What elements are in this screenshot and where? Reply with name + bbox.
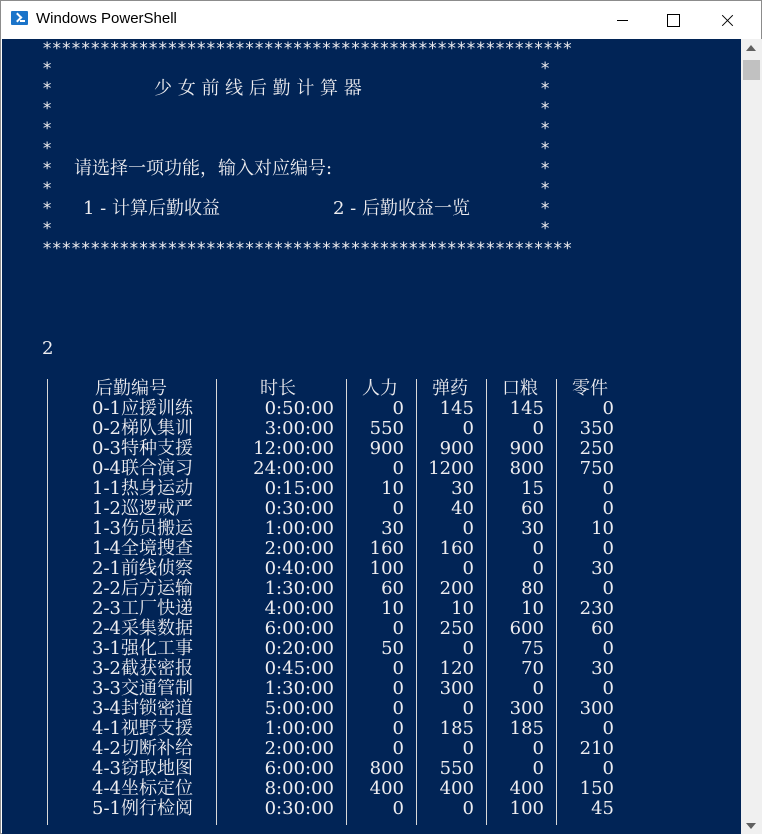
table-cell: 400 (439, 778, 474, 799)
banner-option-2: 2 - 后勤收益一览 (333, 198, 470, 219)
banner-side: * (42, 59, 53, 79)
table-cell: 0 (462, 698, 474, 719)
table-cell: 10 (381, 598, 404, 619)
table-cell: 350 (579, 418, 614, 439)
banner-side: * (540, 159, 551, 179)
table-cell: 750 (579, 458, 614, 479)
table-cell: 0 (462, 418, 474, 439)
table-cell: 0:40:00 (264, 558, 334, 579)
banner-side: * (540, 219, 551, 239)
table-cell: 15 (521, 478, 544, 499)
table-row-name: 3-4封锁密道 (92, 698, 193, 719)
table-row-name: 1-4全境搜查 (92, 538, 193, 559)
table-cell: 0:20:00 (264, 638, 334, 659)
table-cell: 12:00:00 (253, 438, 334, 459)
table-cell: 900 (439, 438, 474, 459)
table-cell: 400 (369, 778, 404, 799)
table-cell: 145 (509, 398, 544, 419)
table-cell: 100 (369, 558, 404, 579)
table-cell: 10 (591, 518, 614, 539)
table-cell: 120 (439, 658, 474, 679)
table-row-name: 0-1应援训练 (92, 398, 193, 419)
banner-side: * (540, 179, 551, 199)
vertical-scrollbar[interactable] (741, 39, 762, 834)
table-row-name: 1-2巡逻戒严 (92, 498, 193, 519)
scroll-up-icon[interactable] (746, 45, 756, 51)
scrollbar-thumb[interactable] (743, 60, 760, 80)
table-cell: 0 (392, 458, 404, 479)
table-cell: 70 (521, 658, 544, 679)
table-cell: 8:00:00 (264, 778, 334, 799)
table-cell: 300 (579, 698, 614, 719)
table-column-separator (216, 379, 217, 825)
table-cell: 50 (381, 638, 404, 659)
table-cell: 230 (579, 598, 614, 619)
table-header-cell: 人力 (362, 378, 398, 399)
table-cell: 0 (462, 558, 474, 579)
close-button[interactable] (705, 1, 751, 39)
table-cell: 2:00:00 (264, 538, 334, 559)
banner-side: * (42, 79, 53, 99)
table-cell: 60 (381, 578, 404, 599)
table-cell: 30 (591, 558, 614, 579)
table-cell: 0 (462, 738, 474, 759)
table-cell: 0 (532, 538, 544, 559)
table-cell: 40 (451, 498, 474, 519)
table-cell: 30 (451, 478, 474, 499)
scroll-down-icon[interactable] (746, 823, 756, 829)
banner-side: * (42, 99, 53, 119)
table-cell: 60 (591, 618, 614, 639)
table-row-name: 1-1热身运动 (92, 478, 193, 499)
table-cell: 185 (509, 718, 544, 739)
table-cell: 200 (439, 578, 474, 599)
table-row-name: 4-2切断补给 (92, 738, 193, 759)
table-cell: 0:30:00 (264, 498, 334, 519)
table-cell: 900 (369, 438, 404, 459)
table-header-cell: 口粮 (502, 378, 538, 399)
banner-side: * (42, 119, 53, 139)
table-cell: 0 (602, 398, 614, 419)
table-cell: 30 (591, 658, 614, 679)
table-cell: 600 (509, 618, 544, 639)
table-cell: 0 (602, 478, 614, 499)
table-cell: 210 (579, 738, 614, 759)
table-cell: 0 (532, 558, 544, 579)
table-cell: 0:45:00 (264, 658, 334, 679)
table-cell: 185 (439, 718, 474, 739)
table-cell: 250 (579, 438, 614, 459)
table-row-name: 2-1前线侦察 (92, 558, 193, 579)
table-row-name: 0-3特种支援 (92, 438, 193, 459)
table-row-name: 3-2截获密报 (92, 658, 193, 679)
table-header-cell: 零件 (572, 378, 608, 399)
table-cell: 0 (532, 758, 544, 779)
table-cell: 1:30:00 (264, 578, 334, 599)
table-cell: 4:00:00 (264, 598, 334, 619)
table-cell: 0 (602, 718, 614, 739)
banner-border-top: ******************************************************* (42, 39, 572, 59)
table-row-name: 2-4采集数据 (92, 618, 193, 639)
banner-border-bottom: ******************************************************* (42, 239, 572, 259)
banner-side: * (42, 159, 53, 179)
table-cell: 400 (509, 778, 544, 799)
table-header-cell: 弹药 (432, 378, 468, 399)
table-cell: 145 (439, 398, 474, 419)
table-cell: 0 (602, 498, 614, 519)
table-cell: 550 (369, 418, 404, 439)
table-row-name: 4-4坐标定位 (92, 778, 193, 799)
table-cell: 1200 (428, 458, 474, 479)
window-title: Windows PowerShell (36, 10, 177, 27)
table-row-name: 4-1视野支援 (92, 718, 193, 739)
table-cell: 0:15:00 (264, 478, 334, 499)
table-header-cell: 时长 (260, 378, 296, 399)
table-row-name: 1-3伤员搬运 (92, 518, 193, 539)
table-cell: 800 (369, 758, 404, 779)
table-cell: 0 (392, 718, 404, 739)
banner-side: * (540, 199, 551, 219)
console-output[interactable] (2, 39, 741, 834)
table-cell: 0 (602, 638, 614, 659)
table-cell: 2:00:00 (264, 738, 334, 759)
table-cell: 0 (532, 738, 544, 759)
table-cell: 1:00:00 (264, 518, 334, 539)
table-column-separator (486, 379, 487, 825)
table-cell: 45 (591, 798, 614, 819)
table-cell: 0 (392, 798, 404, 819)
table-cell: 0:50:00 (264, 398, 334, 419)
user-input: 2 (42, 338, 54, 359)
table-column-separator (47, 379, 48, 825)
table-cell: 0 (602, 578, 614, 599)
table-cell: 6:00:00 (264, 618, 334, 639)
table-cell: 0 (462, 518, 474, 539)
table-cell: 0 (392, 698, 404, 719)
table-row-name: 3-3交通管制 (92, 678, 193, 699)
table-row-name: 0-2梯队集训 (92, 418, 193, 439)
table-cell: 0 (462, 638, 474, 659)
banner-option-1: 1 - 计算后勤收益 (83, 198, 220, 219)
banner-side: * (540, 119, 551, 139)
banner-side: * (42, 179, 53, 199)
table-row-name: 3-1强化工事 (92, 638, 193, 659)
table-cell: 0 (392, 498, 404, 519)
table-cell: 0 (392, 658, 404, 679)
table-cell: 0 (462, 798, 474, 819)
maximize-button[interactable] (649, 1, 695, 39)
table-cell: 0 (602, 538, 614, 559)
table-cell: 300 (509, 698, 544, 719)
table-row-name: 4-3窃取地图 (92, 758, 193, 779)
banner-side: * (540, 59, 551, 79)
table-cell: 75 (521, 638, 544, 659)
banner-side: * (42, 139, 53, 159)
table-cell: 1:30:00 (264, 678, 334, 699)
table-cell: 10 (451, 598, 474, 619)
banner-side: * (540, 79, 551, 99)
table-cell: 10 (381, 478, 404, 499)
table-cell: 160 (369, 538, 404, 559)
banner-side: * (540, 139, 551, 159)
table-cell: 0 (392, 678, 404, 699)
table-column-separator (416, 379, 417, 825)
table-cell: 24:00:00 (253, 458, 334, 479)
table-cell: 6:00:00 (264, 758, 334, 779)
table-row-name: 2-2后方运输 (92, 578, 193, 599)
table-cell: 150 (579, 778, 614, 799)
table-cell: 0 (532, 418, 544, 439)
table-header-cell: 后勤编号 (95, 378, 167, 399)
table-cell: 1:00:00 (264, 718, 334, 739)
table-cell: 0 (392, 738, 404, 759)
table-cell: 0 (392, 618, 404, 639)
table-cell: 0 (392, 398, 404, 419)
table-cell: 0:30:00 (264, 798, 334, 819)
banner-title: 少 女 前 线 后 勤 计 算 器 (154, 78, 362, 99)
table-cell: 0 (602, 678, 614, 699)
table-row-name: 2-3工厂快递 (92, 598, 193, 619)
table-cell: 250 (439, 618, 474, 639)
title-bar[interactable] (1, 1, 761, 39)
banner-side: * (540, 99, 551, 119)
table-row-name: 0-4联合演习 (92, 458, 193, 479)
table-cell: 60 (521, 498, 544, 519)
table-cell: 100 (509, 798, 544, 819)
table-cell: 550 (439, 758, 474, 779)
table-cell: 30 (381, 518, 404, 539)
table-cell: 900 (509, 438, 544, 459)
table-cell: 300 (439, 678, 474, 699)
table-cell: 30 (521, 518, 544, 539)
table-cell: 800 (509, 458, 544, 479)
banner-side: * (42, 219, 53, 239)
table-cell: 0 (532, 678, 544, 699)
table-cell: 3:00:00 (264, 418, 334, 439)
banner-side: * (42, 199, 53, 219)
table-cell: 10 (521, 598, 544, 619)
powershell-icon (11, 11, 28, 25)
table-cell: 80 (521, 578, 544, 599)
table-cell: 5:00:00 (264, 698, 334, 719)
table-cell: 0 (602, 758, 614, 779)
table-cell: 160 (439, 538, 474, 559)
banner-prompt: 请选择一项功能，输入对应编号: (74, 158, 333, 179)
table-column-separator (556, 379, 557, 825)
table-column-separator (346, 379, 347, 825)
minimize-button[interactable] (599, 1, 645, 39)
table-row-name: 5-1例行检阅 (92, 798, 193, 819)
